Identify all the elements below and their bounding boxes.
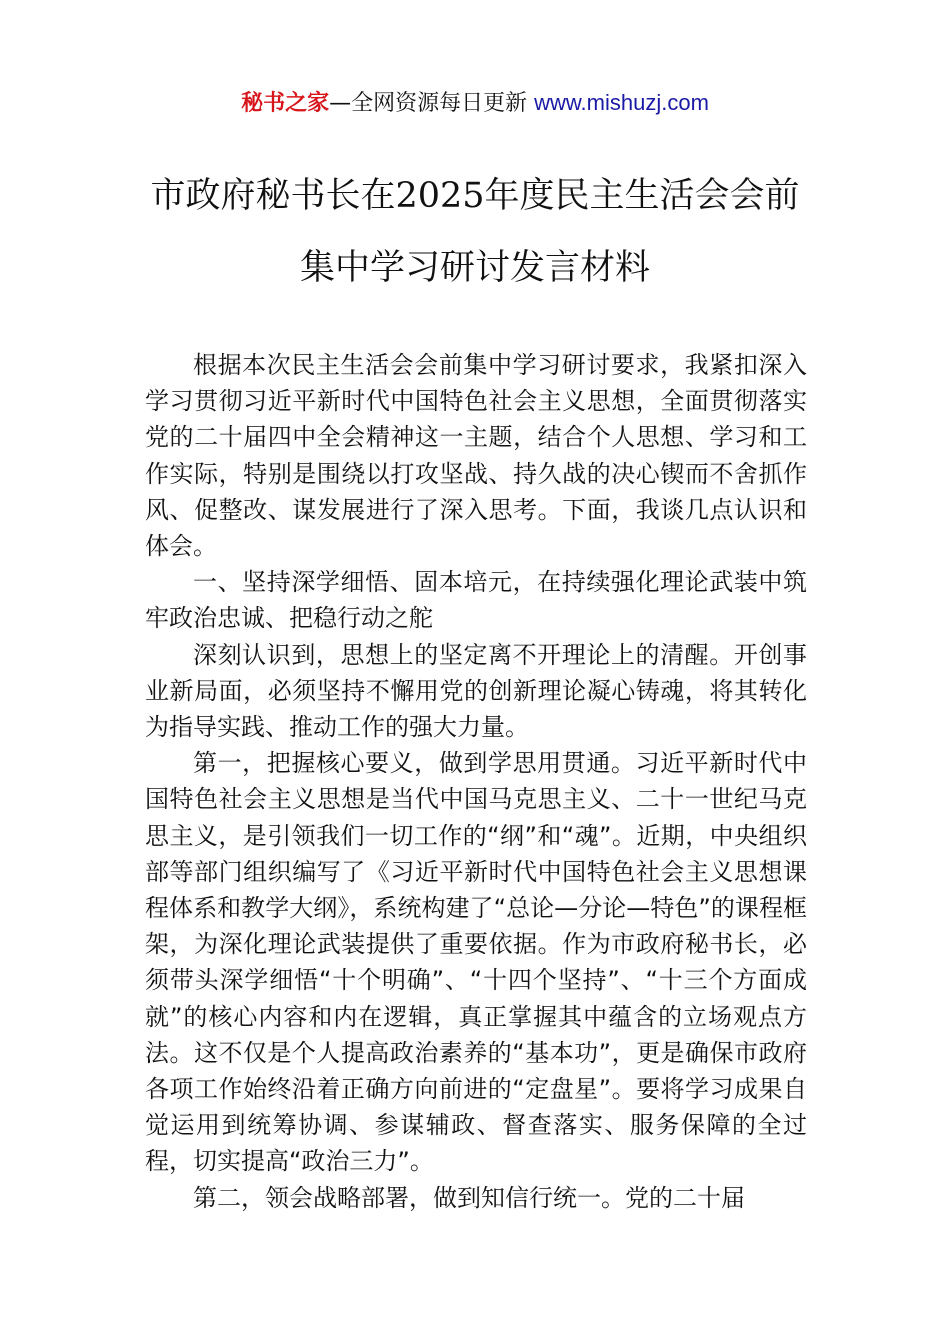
paragraph-second-point: 第二，领会战略部署，做到知信行统一。党的二十届 — [193, 1183, 745, 1212]
site-header — [0, 88, 950, 119]
site-url-link[interactable]: www.mishuzj.com — [534, 90, 709, 115]
site-brand: 秘书之家 — [241, 91, 330, 116]
title-line-1: 市政府秘书长在2025年度民主生活会会前 — [150, 176, 800, 216]
document-title — [60, 160, 890, 304]
paragraph-understanding: 深刻认识到，思想上的坚定离不开理论上的清醒。开创事业新局面，必须坚持不懈用党的创新理论凝心铸魂，将其转化为指导实践、推动工作的强大力量。 — [145, 640, 807, 742]
document-body — [145, 347, 807, 1216]
section-heading-1: 一、坚持深学细悟、固本培元，在持续强化理论武装中筑牢政治忠诚、把稳行动之舵 — [145, 568, 807, 633]
site-tagline: 全网资源每日更新 — [351, 91, 535, 116]
header-dash: — — [329, 91, 352, 116]
paragraph-first-point: 第一，把握核心要义，做到学思用贯通。习近平新时代中国特色社会主义思想是当代中国马克思主义、二十一世纪马克思主义，是引领我们一切工作的“纲”和“魂”。近期，中央组织部等部门组织编写了《习近平新时代中国特色社会主义思想课程体系和教学大纲》，系统构建了“总论—分论—特色”的课程框架，为深化理论武装提供了重要依据。作为市政府秘书长，必须带头深学细悟“十个明确”、“十四个坚持”、“十三个方面成就”的核心内容和内在逻辑，真正掌握其中蕴含的立场观点方法。这不仅是个人提高政治素养的“基本功”，更是确保市政府各项工作始终沿着正确方向前进的“定盘星”。要将学习成果自觉运用到统筹协调、参谋辅政、督查落实、服务保障的全过程，切实提高“政治三力”。 — [145, 749, 807, 1176]
paragraph-intro: 根据本次民主生活会会前集中学习研讨要求，我紧扣深入学习贯彻习近平新时代中国特色社会主义思想，全面贯彻落实党的二十届四中全会精神这一主题，结合个人思想、学习和工作实际，特别是围绕以打攻坚战、持久战的决心锲而不舍抓作风、促整改、谋发展进行了深入思考。下面，我谈几点认识和体会。 — [145, 351, 807, 561]
title-line-2: 集中学习研讨发言材料 — [299, 248, 650, 288]
